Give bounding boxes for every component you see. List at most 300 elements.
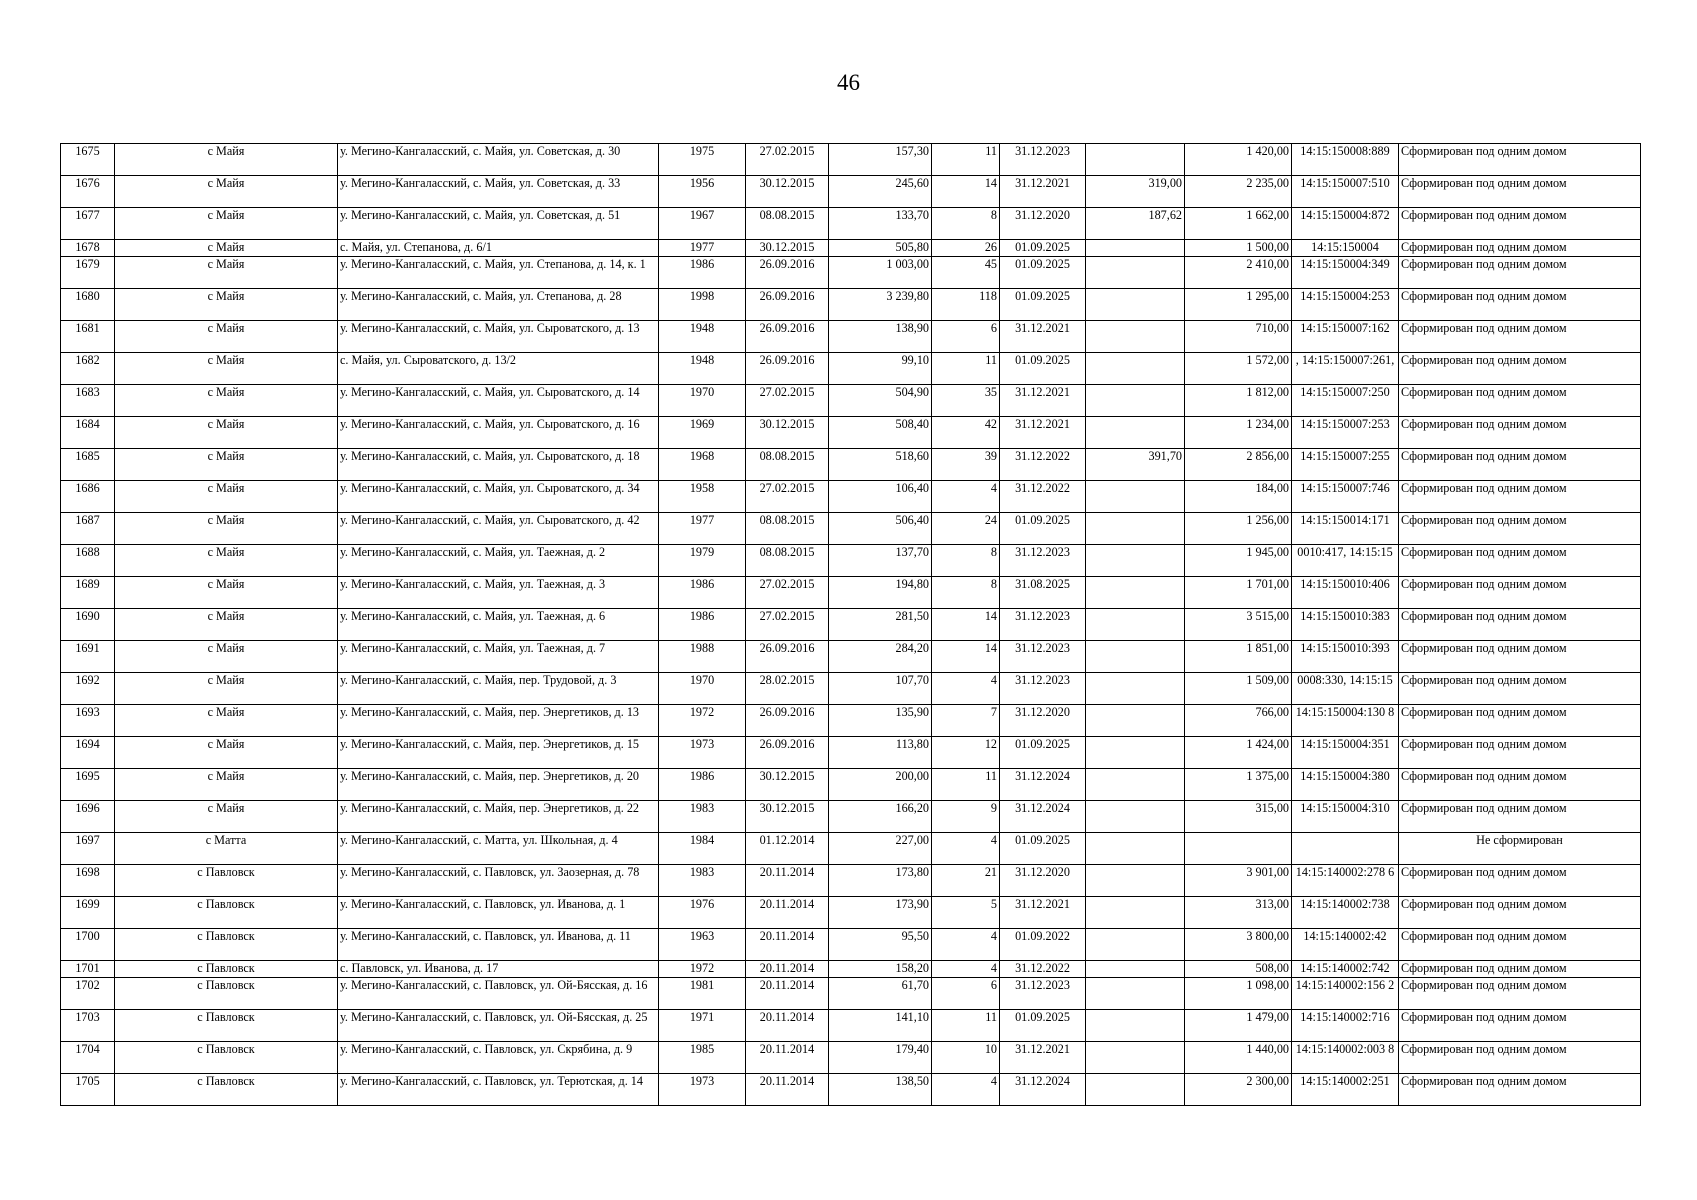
land-area-cell: 2 856,00 bbox=[1185, 449, 1292, 481]
build-year-cell: 1956 bbox=[659, 176, 746, 208]
area-value-cell: 137,70 bbox=[829, 545, 932, 577]
area-value-cell: 179,40 bbox=[829, 1042, 932, 1074]
inspection-date-cell: 08.08.2015 bbox=[746, 208, 829, 240]
land-area-cell: 2 300,00 bbox=[1185, 1074, 1292, 1106]
value-1-cell bbox=[1086, 609, 1185, 641]
land-area-cell: 184,00 bbox=[1185, 481, 1292, 513]
status-text-cell: Сформирован под одним домом bbox=[1399, 1010, 1641, 1042]
inspection-date-cell: 20.11.2014 bbox=[746, 1042, 829, 1074]
build-year-cell: 1967 bbox=[659, 208, 746, 240]
row-number-cell: 1686 bbox=[61, 481, 115, 513]
area-value-cell: 166,20 bbox=[829, 801, 932, 833]
land-area-cell: 2 410,00 bbox=[1185, 257, 1292, 289]
address-cell: у. Мегино-Кангаласский, с. Павловск, ул. Скрябина, д. 9 bbox=[338, 1042, 659, 1074]
locality-cell: с Майя bbox=[115, 289, 338, 321]
land-area-cell: 1 851,00 bbox=[1185, 641, 1292, 673]
cadastral-number-cell: 14:15:150004 bbox=[1292, 240, 1399, 257]
table-row bbox=[61, 897, 1641, 929]
area-value-cell: 158,20 bbox=[829, 961, 932, 978]
land-area-cell: 710,00 bbox=[1185, 321, 1292, 353]
build-year-cell: 1971 bbox=[659, 1010, 746, 1042]
cadastral-number-cell: 14:15:150007:253 bbox=[1292, 417, 1399, 449]
area-value-cell: 157,30 bbox=[829, 144, 932, 176]
land-area-cell: 3 800,00 bbox=[1185, 929, 1292, 961]
cadastral-number-cell: 14:15:140002:716 bbox=[1292, 1010, 1399, 1042]
deadline-date-cell: 01.09.2025 bbox=[1000, 737, 1086, 769]
status-text-cell: Сформирован под одним домом bbox=[1399, 289, 1641, 321]
residents-count-cell: 11 bbox=[932, 353, 1000, 385]
value-1-cell bbox=[1086, 545, 1185, 577]
address-cell: у. Мегино-Кангаласский, с. Майя, пер. Энергетиков, д. 22 bbox=[338, 801, 659, 833]
inspection-date-cell: 27.02.2015 bbox=[746, 385, 829, 417]
residents-count-cell: 14 bbox=[932, 641, 1000, 673]
area-value-cell: 200,00 bbox=[829, 769, 932, 801]
status-text-cell: Сформирован под одним домом bbox=[1399, 897, 1641, 929]
row-number-cell: 1689 bbox=[61, 577, 115, 609]
address-cell: у. Мегино-Кангаласский, с. Майя, пер. Энергетиков, д. 13 bbox=[338, 705, 659, 737]
locality-cell: с Павловск bbox=[115, 1010, 338, 1042]
deadline-date-cell: 31.08.2025 bbox=[1000, 577, 1086, 609]
residents-count-cell: 4 bbox=[932, 1074, 1000, 1106]
value-1-cell bbox=[1086, 897, 1185, 929]
row-number-cell: 1685 bbox=[61, 449, 115, 481]
deadline-date-cell: 01.09.2025 bbox=[1000, 353, 1086, 385]
cadastral-number-cell: 14:15:150004:349 bbox=[1292, 257, 1399, 289]
status-text-cell: Сформирован под одним домом bbox=[1399, 144, 1641, 176]
area-value-cell: 506,40 bbox=[829, 513, 932, 545]
inspection-date-cell: 26.09.2016 bbox=[746, 737, 829, 769]
locality-cell: с Майя bbox=[115, 385, 338, 417]
address-cell: у. Мегино-Кангаласский, с. Майя, ул. Таежная, д. 3 bbox=[338, 577, 659, 609]
deadline-date-cell: 31.12.2020 bbox=[1000, 705, 1086, 737]
cadastral-number-cell: 14:15:150004:310 bbox=[1292, 801, 1399, 833]
status-text-cell: Сформирован под одним домом bbox=[1399, 577, 1641, 609]
address-cell: у. Мегино-Кангаласский, с. Майя, ул. Таежная, д. 6 bbox=[338, 609, 659, 641]
locality-cell: с Павловск bbox=[115, 1074, 338, 1106]
area-value-cell: 281,50 bbox=[829, 609, 932, 641]
area-value-cell: 3 239,80 bbox=[829, 289, 932, 321]
area-value-cell: 518,60 bbox=[829, 449, 932, 481]
locality-cell: с Майя bbox=[115, 577, 338, 609]
row-number-cell: 1694 bbox=[61, 737, 115, 769]
table-row bbox=[61, 673, 1641, 705]
row-number-cell: 1679 bbox=[61, 257, 115, 289]
row-number-cell: 1697 bbox=[61, 833, 115, 865]
build-year-cell: 1979 bbox=[659, 545, 746, 577]
land-area-cell: 315,00 bbox=[1185, 801, 1292, 833]
land-area-cell: 1 500,00 bbox=[1185, 240, 1292, 257]
address-cell: у. Мегино-Кангаласский, с. Майя, пер. Энергетиков, д. 15 bbox=[338, 737, 659, 769]
land-area-cell: 1 509,00 bbox=[1185, 673, 1292, 705]
table-row bbox=[61, 144, 1641, 176]
locality-cell: с Матта bbox=[115, 833, 338, 865]
locality-cell: с Павловск bbox=[115, 961, 338, 978]
cadastral-number-cell: 14:15:150007:255 bbox=[1292, 449, 1399, 481]
table-row bbox=[61, 176, 1641, 208]
deadline-date-cell: 31.12.2021 bbox=[1000, 321, 1086, 353]
build-year-cell: 1958 bbox=[659, 481, 746, 513]
inspection-date-cell: 30.12.2015 bbox=[746, 240, 829, 257]
table-row bbox=[61, 929, 1641, 961]
cadastral-number-cell: 14:15:150007:746 bbox=[1292, 481, 1399, 513]
deadline-date-cell: 01.09.2025 bbox=[1000, 289, 1086, 321]
row-number-cell: 1676 bbox=[61, 176, 115, 208]
value-1-cell bbox=[1086, 929, 1185, 961]
address-cell: у. Мегино-Кангаласский, с. Майя, ул. Советская, д. 30 bbox=[338, 144, 659, 176]
table-row bbox=[61, 609, 1641, 641]
build-year-cell: 1986 bbox=[659, 609, 746, 641]
status-text-cell: Сформирован под одним домом bbox=[1399, 176, 1641, 208]
value-1-cell bbox=[1086, 481, 1185, 513]
inspection-date-cell: 20.11.2014 bbox=[746, 897, 829, 929]
land-area-cell: 1 424,00 bbox=[1185, 737, 1292, 769]
address-cell: у. Мегино-Кангаласский, с. Майя, ул. Степанова, д. 28 bbox=[338, 289, 659, 321]
residents-count-cell: 5 bbox=[932, 897, 1000, 929]
row-number-cell: 1683 bbox=[61, 385, 115, 417]
cadastral-number-cell: 14:15:140002:156 2 bbox=[1292, 978, 1399, 1010]
cadastral-number-cell: 14:15:150004:130 8 bbox=[1292, 705, 1399, 737]
residents-count-cell: 35 bbox=[932, 385, 1000, 417]
value-1-cell bbox=[1086, 240, 1185, 257]
area-value-cell: 508,40 bbox=[829, 417, 932, 449]
build-year-cell: 1985 bbox=[659, 1042, 746, 1074]
status-text-cell: Сформирован под одним домом bbox=[1399, 705, 1641, 737]
value-1-cell bbox=[1086, 1010, 1185, 1042]
status-text-cell: Сформирован под одним домом bbox=[1399, 978, 1641, 1010]
table-row bbox=[61, 513, 1641, 545]
land-area-cell: 313,00 bbox=[1185, 897, 1292, 929]
status-text-cell: Сформирован под одним домом bbox=[1399, 641, 1641, 673]
row-number-cell: 1692 bbox=[61, 673, 115, 705]
inspection-date-cell: 26.09.2016 bbox=[746, 353, 829, 385]
residents-count-cell: 14 bbox=[932, 176, 1000, 208]
land-area-cell: 1 701,00 bbox=[1185, 577, 1292, 609]
row-number-cell: 1700 bbox=[61, 929, 115, 961]
address-cell: с. Павловск, ул. Иванова, д. 17 bbox=[338, 961, 659, 978]
cadastral-number-cell: 14:15:150007:250 bbox=[1292, 385, 1399, 417]
table-row bbox=[61, 449, 1641, 481]
table-row bbox=[61, 353, 1641, 385]
table-row bbox=[61, 321, 1641, 353]
residents-count-cell: 39 bbox=[932, 449, 1000, 481]
locality-cell: с Майя bbox=[115, 449, 338, 481]
value-1-cell bbox=[1086, 833, 1185, 865]
table-row bbox=[61, 769, 1641, 801]
value-1-cell: 391,70 bbox=[1086, 449, 1185, 481]
status-text-cell: Сформирован под одним домом bbox=[1399, 353, 1641, 385]
area-value-cell: 505,80 bbox=[829, 240, 932, 257]
deadline-date-cell: 01.09.2025 bbox=[1000, 1010, 1086, 1042]
residents-count-cell: 118 bbox=[932, 289, 1000, 321]
deadline-date-cell: 31.12.2021 bbox=[1000, 385, 1086, 417]
area-value-cell: 107,70 bbox=[829, 673, 932, 705]
land-area-cell: 1 234,00 bbox=[1185, 417, 1292, 449]
build-year-cell: 1968 bbox=[659, 449, 746, 481]
value-1-cell bbox=[1086, 144, 1185, 176]
build-year-cell: 1983 bbox=[659, 865, 746, 897]
value-1-cell bbox=[1086, 1042, 1185, 1074]
area-value-cell: 284,20 bbox=[829, 641, 932, 673]
land-area-cell: 3 901,00 bbox=[1185, 865, 1292, 897]
residents-count-cell: 8 bbox=[932, 208, 1000, 240]
inspection-date-cell: 20.11.2014 bbox=[746, 978, 829, 1010]
row-number-cell: 1699 bbox=[61, 897, 115, 929]
cadastral-number-cell: 14:15:150008:889 bbox=[1292, 144, 1399, 176]
status-text-cell: Сформирован под одним домом bbox=[1399, 865, 1641, 897]
land-area-cell: 1 572,00 bbox=[1185, 353, 1292, 385]
value-1-cell: 187,62 bbox=[1086, 208, 1185, 240]
area-value-cell: 173,80 bbox=[829, 865, 932, 897]
address-cell: у. Мегино-Кангаласский, с. Матта, ул. Школьная, д. 4 bbox=[338, 833, 659, 865]
status-text-cell: Сформирован под одним домом bbox=[1399, 513, 1641, 545]
land-area-cell: 2 235,00 bbox=[1185, 176, 1292, 208]
cadastral-number-cell: 14:15:140002:278 6 bbox=[1292, 865, 1399, 897]
inspection-date-cell: 30.12.2015 bbox=[746, 769, 829, 801]
locality-cell: с Майя bbox=[115, 705, 338, 737]
build-year-cell: 1970 bbox=[659, 385, 746, 417]
residents-count-cell: 11 bbox=[932, 769, 1000, 801]
value-1-cell bbox=[1086, 865, 1185, 897]
status-text-cell: Сформирован под одним домом bbox=[1399, 673, 1641, 705]
locality-cell: с Майя bbox=[115, 769, 338, 801]
row-number-cell: 1678 bbox=[61, 240, 115, 257]
address-cell: у. Мегино-Кангаласский, с. Павловск, ул. Иванова, д. 1 bbox=[338, 897, 659, 929]
table-row bbox=[61, 961, 1641, 978]
locality-cell: с Майя bbox=[115, 353, 338, 385]
status-text-cell: Сформирован под одним домом bbox=[1399, 481, 1641, 513]
inspection-date-cell: 27.02.2015 bbox=[746, 481, 829, 513]
inspection-date-cell: 26.09.2016 bbox=[746, 705, 829, 737]
build-year-cell: 1963 bbox=[659, 929, 746, 961]
table-row bbox=[61, 545, 1641, 577]
row-number-cell: 1688 bbox=[61, 545, 115, 577]
area-value-cell: 135,90 bbox=[829, 705, 932, 737]
land-area-cell: 1 479,00 bbox=[1185, 1010, 1292, 1042]
deadline-date-cell: 31.12.2023 bbox=[1000, 144, 1086, 176]
build-year-cell: 1969 bbox=[659, 417, 746, 449]
land-area-cell: 1 295,00 bbox=[1185, 289, 1292, 321]
inspection-date-cell: 26.09.2016 bbox=[746, 289, 829, 321]
area-value-cell: 173,90 bbox=[829, 897, 932, 929]
residents-count-cell: 4 bbox=[932, 961, 1000, 978]
value-1-cell bbox=[1086, 321, 1185, 353]
row-number-cell: 1677 bbox=[61, 208, 115, 240]
build-year-cell: 1948 bbox=[659, 353, 746, 385]
cadastral-number-cell: 14:15:150004:253 bbox=[1292, 289, 1399, 321]
cadastral-number-cell: 14:15:150004:380 bbox=[1292, 769, 1399, 801]
housing-registry-table bbox=[60, 143, 1641, 1106]
row-number-cell: 1705 bbox=[61, 1074, 115, 1106]
table-row bbox=[61, 417, 1641, 449]
deadline-date-cell: 31.12.2023 bbox=[1000, 609, 1086, 641]
cadastral-number-cell: 14:15:150014:171 bbox=[1292, 513, 1399, 545]
table-row bbox=[61, 481, 1641, 513]
status-text-cell: Сформирован под одним домом bbox=[1399, 321, 1641, 353]
cadastral-number-cell: 14:15:140002:42 bbox=[1292, 929, 1399, 961]
address-cell: у. Мегино-Кангаласский, с. Майя, ул. Таежная, д. 2 bbox=[338, 545, 659, 577]
locality-cell: с Майя bbox=[115, 321, 338, 353]
deadline-date-cell: 01.09.2025 bbox=[1000, 240, 1086, 257]
status-text-cell: Сформирован под одним домом bbox=[1399, 1042, 1641, 1074]
build-year-cell: 1984 bbox=[659, 833, 746, 865]
locality-cell: с Майя bbox=[115, 737, 338, 769]
area-value-cell: 504,90 bbox=[829, 385, 932, 417]
table-row bbox=[61, 1010, 1641, 1042]
deadline-date-cell: 31.12.2023 bbox=[1000, 641, 1086, 673]
table-row bbox=[61, 865, 1641, 897]
area-value-cell: 99,10 bbox=[829, 353, 932, 385]
locality-cell: с Майя bbox=[115, 609, 338, 641]
status-text-cell: Сформирован под одним домом bbox=[1399, 769, 1641, 801]
residents-count-cell: 14 bbox=[932, 609, 1000, 641]
residents-count-cell: 26 bbox=[932, 240, 1000, 257]
table-row bbox=[61, 641, 1641, 673]
value-1-cell bbox=[1086, 673, 1185, 705]
cadastral-number-cell bbox=[1292, 833, 1399, 865]
row-number-cell: 1695 bbox=[61, 769, 115, 801]
table-row bbox=[61, 705, 1641, 737]
inspection-date-cell: 27.02.2015 bbox=[746, 577, 829, 609]
inspection-date-cell: 08.08.2015 bbox=[746, 449, 829, 481]
value-1-cell bbox=[1086, 353, 1185, 385]
area-value-cell: 227,00 bbox=[829, 833, 932, 865]
cadastral-number-cell: 14:15:150010:383 bbox=[1292, 609, 1399, 641]
land-area-cell bbox=[1185, 833, 1292, 865]
row-number-cell: 1698 bbox=[61, 865, 115, 897]
residents-count-cell: 4 bbox=[932, 673, 1000, 705]
deadline-date-cell: 31.12.2020 bbox=[1000, 865, 1086, 897]
cadastral-number-cell: 14:15:140002:738 bbox=[1292, 897, 1399, 929]
locality-cell: с Майя bbox=[115, 144, 338, 176]
residents-count-cell: 12 bbox=[932, 737, 1000, 769]
address-cell: у. Мегино-Кангаласский, с. Майя, ул. Сыроватского, д. 14 bbox=[338, 385, 659, 417]
residents-count-cell: 8 bbox=[932, 577, 1000, 609]
locality-cell: с Майя bbox=[115, 481, 338, 513]
land-area-cell: 1 098,00 bbox=[1185, 978, 1292, 1010]
value-1-cell bbox=[1086, 417, 1185, 449]
row-number-cell: 1690 bbox=[61, 609, 115, 641]
deadline-date-cell: 01.09.2022 bbox=[1000, 929, 1086, 961]
table-row bbox=[61, 1074, 1641, 1106]
area-value-cell: 138,90 bbox=[829, 321, 932, 353]
value-1-cell bbox=[1086, 257, 1185, 289]
land-area-cell: 3 515,00 bbox=[1185, 609, 1292, 641]
area-value-cell: 1 003,00 bbox=[829, 257, 932, 289]
residents-count-cell: 4 bbox=[932, 833, 1000, 865]
row-number-cell: 1682 bbox=[61, 353, 115, 385]
status-text-cell: Сформирован под одним домом bbox=[1399, 1074, 1641, 1106]
deadline-date-cell: 31.12.2024 bbox=[1000, 1074, 1086, 1106]
address-cell: у. Мегино-Кангаласский, с. Майя, пер. Энергетиков, д. 20 bbox=[338, 769, 659, 801]
deadline-date-cell: 31.12.2020 bbox=[1000, 208, 1086, 240]
address-cell: с. Майя, ул. Сыроватского, д. 13/2 bbox=[338, 353, 659, 385]
build-year-cell: 1977 bbox=[659, 240, 746, 257]
inspection-date-cell: 20.11.2014 bbox=[746, 1074, 829, 1106]
row-number-cell: 1704 bbox=[61, 1042, 115, 1074]
inspection-date-cell: 26.09.2016 bbox=[746, 641, 829, 673]
build-year-cell: 1986 bbox=[659, 577, 746, 609]
row-number-cell: 1693 bbox=[61, 705, 115, 737]
area-value-cell: 113,80 bbox=[829, 737, 932, 769]
value-1-cell bbox=[1086, 289, 1185, 321]
inspection-date-cell: 08.08.2015 bbox=[746, 513, 829, 545]
status-text-cell: Сформирован под одним домом bbox=[1399, 449, 1641, 481]
table-row bbox=[61, 737, 1641, 769]
page-number: 46 bbox=[837, 70, 860, 95]
address-cell: у. Мегино-Кангаласский, с. Майя, ул. Степанова, д. 14, к. 1 bbox=[338, 257, 659, 289]
value-1-cell bbox=[1086, 961, 1185, 978]
status-text-cell: Сформирован под одним домом bbox=[1399, 737, 1641, 769]
address-cell: у. Мегино-Кангаласский, с. Павловск, ул. Терютская, д. 14 bbox=[338, 1074, 659, 1106]
status-text-cell: Сформирован под одним домом bbox=[1399, 240, 1641, 257]
status-text-cell: Сформирован под одним домом bbox=[1399, 257, 1641, 289]
address-cell: у. Мегино-Кангаласский, с. Майя, ул. Сыроватского, д. 42 bbox=[338, 513, 659, 545]
residents-count-cell: 4 bbox=[932, 481, 1000, 513]
deadline-date-cell: 01.09.2025 bbox=[1000, 833, 1086, 865]
build-year-cell: 1972 bbox=[659, 961, 746, 978]
area-value-cell: 95,50 bbox=[829, 929, 932, 961]
deadline-date-cell: 31.12.2022 bbox=[1000, 961, 1086, 978]
cadastral-number-cell: 14:15:150010:406 bbox=[1292, 577, 1399, 609]
locality-cell: с Майя bbox=[115, 176, 338, 208]
build-year-cell: 1981 bbox=[659, 978, 746, 1010]
cadastral-number-cell: 14:15:150007:162 bbox=[1292, 321, 1399, 353]
table-row bbox=[61, 833, 1641, 865]
deadline-date-cell: 31.12.2023 bbox=[1000, 545, 1086, 577]
deadline-date-cell: 31.12.2021 bbox=[1000, 417, 1086, 449]
area-value-cell: 138,50 bbox=[829, 1074, 932, 1106]
table-row bbox=[61, 208, 1641, 240]
land-area-cell: 1 420,00 bbox=[1185, 144, 1292, 176]
address-cell: у. Мегино-Кангаласский, с. Павловск, ул. Ой-Бясская, д. 16 bbox=[338, 978, 659, 1010]
locality-cell: с Майя bbox=[115, 641, 338, 673]
value-1-cell bbox=[1086, 513, 1185, 545]
locality-cell: с Павловск bbox=[115, 978, 338, 1010]
residents-count-cell: 24 bbox=[932, 513, 1000, 545]
deadline-date-cell: 31.12.2024 bbox=[1000, 801, 1086, 833]
locality-cell: с Павловск bbox=[115, 1042, 338, 1074]
cadastral-number-cell: 14:15:150007:510 bbox=[1292, 176, 1399, 208]
address-cell: у. Мегино-Кангаласский, с. Павловск, ул. Заозерная, д. 78 bbox=[338, 865, 659, 897]
table-row bbox=[61, 385, 1641, 417]
value-1-cell bbox=[1086, 737, 1185, 769]
build-year-cell: 1986 bbox=[659, 769, 746, 801]
table-row bbox=[61, 577, 1641, 609]
cadastral-number-cell: 14:15:150010:393 bbox=[1292, 641, 1399, 673]
area-value-cell: 133,70 bbox=[829, 208, 932, 240]
build-year-cell: 1970 bbox=[659, 673, 746, 705]
land-area-cell: 508,00 bbox=[1185, 961, 1292, 978]
inspection-date-cell: 26.09.2016 bbox=[746, 321, 829, 353]
cadastral-number-cell: 14:15:150004:351 bbox=[1292, 737, 1399, 769]
deadline-date-cell: 31.12.2021 bbox=[1000, 897, 1086, 929]
inspection-date-cell: 28.02.2015 bbox=[746, 673, 829, 705]
land-area-cell: 1 662,00 bbox=[1185, 208, 1292, 240]
address-cell: у. Мегино-Кангаласский, с. Майя, ул. Сыроватского, д. 13 bbox=[338, 321, 659, 353]
residents-count-cell: 10 bbox=[932, 1042, 1000, 1074]
row-number-cell: 1675 bbox=[61, 144, 115, 176]
status-text-cell: Сформирован под одним домом bbox=[1399, 417, 1641, 449]
deadline-date-cell: 31.12.2021 bbox=[1000, 1042, 1086, 1074]
land-area-cell: 1 440,00 bbox=[1185, 1042, 1292, 1074]
residents-count-cell: 42 bbox=[932, 417, 1000, 449]
row-number-cell: 1691 bbox=[61, 641, 115, 673]
deadline-date-cell: 31.12.2024 bbox=[1000, 769, 1086, 801]
build-year-cell: 1948 bbox=[659, 321, 746, 353]
residents-count-cell: 11 bbox=[932, 1010, 1000, 1042]
status-text-cell: Сформирован под одним домом bbox=[1399, 545, 1641, 577]
inspection-date-cell: 30.12.2015 bbox=[746, 417, 829, 449]
